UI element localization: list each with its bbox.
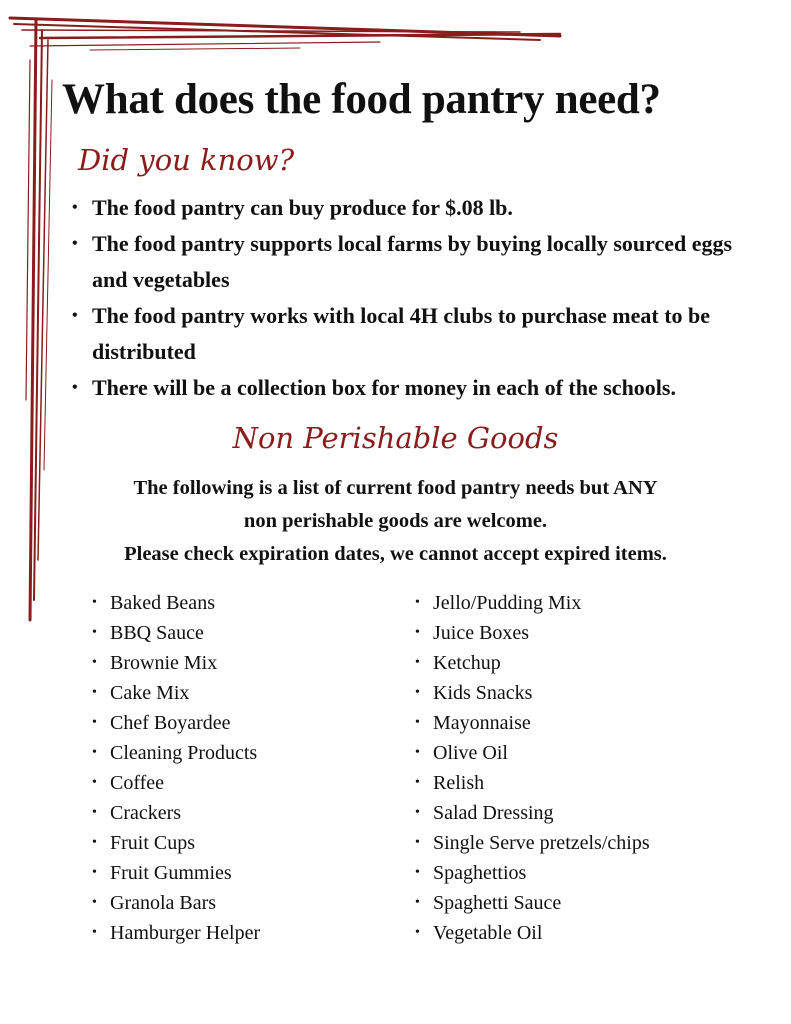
bullet-icon: • [415, 775, 420, 790]
list-item: • Cleaning Products [92, 738, 392, 768]
list-item: • Coffee [92, 768, 392, 798]
list-item: • There will be a collection box for money in each of the schools. [70, 370, 770, 406]
intro-line: non perishable goods are welcome. [243, 510, 548, 532]
page-title: What does the food pantry need? [62, 76, 661, 123]
bullet-icon: • [72, 199, 78, 216]
bullet-icon: • [415, 865, 420, 880]
list-item: • BBQ Sauce [92, 618, 392, 648]
items-list-left [92, 588, 392, 948]
list-item: • The food pantry can buy produce for $.08 lb. [70, 190, 770, 226]
bullet-icon: • [415, 685, 420, 700]
bullet-icon: • [92, 715, 97, 730]
bullet-icon: • [415, 625, 420, 640]
bullet-icon: • [72, 235, 78, 252]
list-item: • Juice Boxes [415, 618, 755, 648]
list-item: • Vegetable Oil [415, 918, 755, 948]
list-item: • Hamburger Helper [92, 918, 392, 948]
bullet-icon: • [92, 625, 97, 640]
bullet-icon: • [415, 655, 420, 670]
bullet-icon: • [92, 655, 97, 670]
bullet-icon: • [92, 685, 97, 700]
intro-line: Please check expiration dates, we cannot accept expired items. [124, 543, 667, 565]
list-item: • Olive Oil [415, 738, 755, 768]
bullet-icon: • [415, 715, 420, 730]
did-you-know-heading: Did you know? [78, 143, 295, 177]
bullet-icon: • [92, 745, 97, 760]
list-item: • Fruit Cups [92, 828, 392, 858]
bullet-icon: • [415, 745, 420, 760]
list-item: • Brownie Mix [92, 648, 392, 678]
list-item: • Relish [415, 768, 755, 798]
bullet-icon: • [72, 307, 78, 324]
intro-text [0, 472, 791, 571]
list-item: • Fruit Gummies [92, 858, 392, 888]
items-list-right [415, 588, 755, 948]
list-item: • Salad Dressing [415, 798, 755, 828]
list-item: • The food pantry supports local farms by buying locally sourced eggs and vegetables [70, 226, 770, 298]
list-item: • The food pantry works with local 4H clubs to purchase meat to be distributed [70, 298, 770, 370]
bullet-icon: • [415, 835, 420, 850]
list-item: • Spaghettios [415, 858, 755, 888]
bullet-icon: • [415, 925, 420, 940]
non-perishable-heading: Non Perishable Goods [232, 421, 559, 455]
bullet-icon: • [415, 805, 420, 820]
list-item: • Jello/Pudding Mix [415, 588, 755, 618]
list-item: • Spaghetti Sauce [415, 888, 755, 918]
bullet-icon: • [92, 595, 97, 610]
facts-list [70, 190, 770, 406]
bullet-icon: • [92, 895, 97, 910]
bullet-icon: • [92, 775, 97, 790]
bullet-icon: • [415, 595, 420, 610]
list-item: • Baked Beans [92, 588, 392, 618]
bullet-icon: • [92, 925, 97, 940]
list-item: • Crackers [92, 798, 392, 828]
bullet-icon: • [415, 895, 420, 910]
list-item: • Mayonnaise [415, 708, 755, 738]
bullet-icon: • [92, 835, 97, 850]
list-item: • Granola Bars [92, 888, 392, 918]
bullet-icon: • [92, 865, 97, 880]
intro-line: The following is a list of current food pantry needs but ANY [133, 477, 658, 499]
bullet-icon: • [92, 805, 97, 820]
list-item: • Ketchup [415, 648, 755, 678]
bullet-icon: • [72, 379, 78, 396]
list-item: • Chef Boyardee [92, 708, 392, 738]
list-item: • Single Serve pretzels/chips [415, 828, 755, 858]
list-item: • Cake Mix [92, 678, 392, 708]
list-item: • Kids Snacks [415, 678, 755, 708]
